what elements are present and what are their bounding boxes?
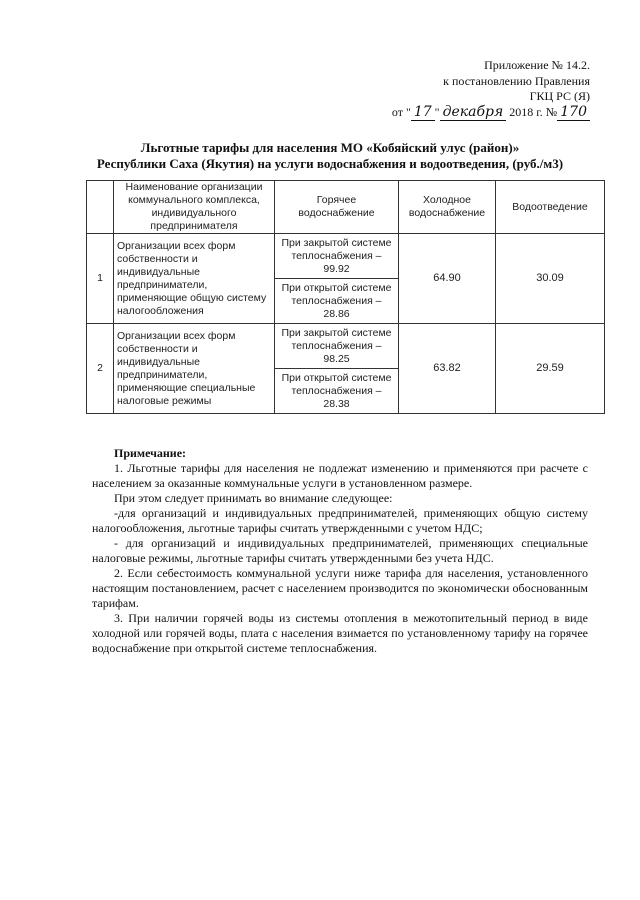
table-row <box>87 324 605 369</box>
tariff-table <box>86 180 605 414</box>
appendix-date-line <box>392 105 590 121</box>
note-paragraph-4: - для организаций и индивидуальных предпринимателей, применяющих специальные налоговые режимы, льготные тарифы считать утвержденными без учета НДС. <box>92 536 588 565</box>
appendix-line-3: ГКЦ РС (Я) <box>529 89 590 103</box>
header-hot: Горячее водоснабжение <box>275 181 399 234</box>
note-paragraph-6: 3. При наличии горячей воды из системы отопления в межотопительный период в виде холодной или горячей воды, плата с населения взимается по установленному тарифу на горячее водоснабжение при открытой системе теплоснабжения. <box>92 611 588 655</box>
row-hot-closed: При закрытой системе теплоснабжения – 98.25 <box>275 324 399 369</box>
header-org: Наименование организации коммунального комплекса, индивидуального предпринимателя <box>114 181 275 234</box>
header-num <box>87 181 114 234</box>
row-hot-closed: При закрытой системе теплоснабжения – 99.92 <box>275 234 399 279</box>
table-header-row <box>87 181 605 234</box>
row-cold: 63.82 <box>399 324 496 414</box>
row-drain: 29.59 <box>496 324 605 414</box>
notes-heading: Примечание: <box>114 446 187 460</box>
appendix-line-1: Приложение № 14.2. <box>484 58 590 72</box>
date-day: 17 <box>411 104 435 121</box>
note-paragraph-5: 2. Если себестоимость коммунальной услуги ниже тарифа для населения, установленного настоящим постановлением, расчет с населением производится по экономически обоснованным тарифам. <box>92 566 588 610</box>
row-cold: 64.90 <box>399 234 496 324</box>
row-num: 2 <box>87 324 114 414</box>
row-hot-open: При открытой системе теплоснабжения – 28.86 <box>275 279 399 324</box>
row-org: Организации всех форм собственности и индивидуальные предприниматели, применяющие общую систему налогообложения <box>114 234 275 324</box>
row-hot-open: При открытой системе теплоснабжения – 28.38 <box>275 369 399 414</box>
date-prefix: от " <box>391 104 411 119</box>
row-num: 1 <box>87 234 114 324</box>
appendix-line-2: к постановлению Правления <box>443 73 590 88</box>
note-paragraph-3: -для организаций и индивидуальных предпринимателей, применяющих общую систему налогообложения, льготные тарифы считать утвержденными с учетом НДС; <box>92 506 588 535</box>
title-line-2: Республики Саха (Якутия) на услуги водоснабжения и водоотведения, (руб./м3) <box>96 156 564 171</box>
document-title <box>60 140 600 172</box>
date-month: декабря <box>440 104 507 121</box>
date-year: 2018 г. № <box>506 104 558 119</box>
title-line-1: Льготные тарифы для населения МО «Кобяйский улус (район)» <box>140 140 520 155</box>
appendix-block <box>392 58 590 120</box>
note-paragraph-1: 1. Льготные тарифы для населения не подлежат изменению и применяются при расчете с населением за оказанные коммунальные услуги в установленном размере. <box>92 461 588 490</box>
date-number: 170 <box>557 104 590 121</box>
row-drain: 30.09 <box>496 234 605 324</box>
notes-section <box>92 446 588 656</box>
row-org: Организации всех форм собственности и индивидуальные предприниматели, применяющие специальные налоговые режимы <box>114 324 275 414</box>
note-paragraph-2: При этом следует принимать во внимание следующее: <box>114 491 393 505</box>
table-row <box>87 234 605 279</box>
header-cold: Холодное водоснабжение <box>399 181 496 234</box>
header-drain: Водоотведение <box>496 181 605 234</box>
date-quote: " <box>434 104 440 119</box>
